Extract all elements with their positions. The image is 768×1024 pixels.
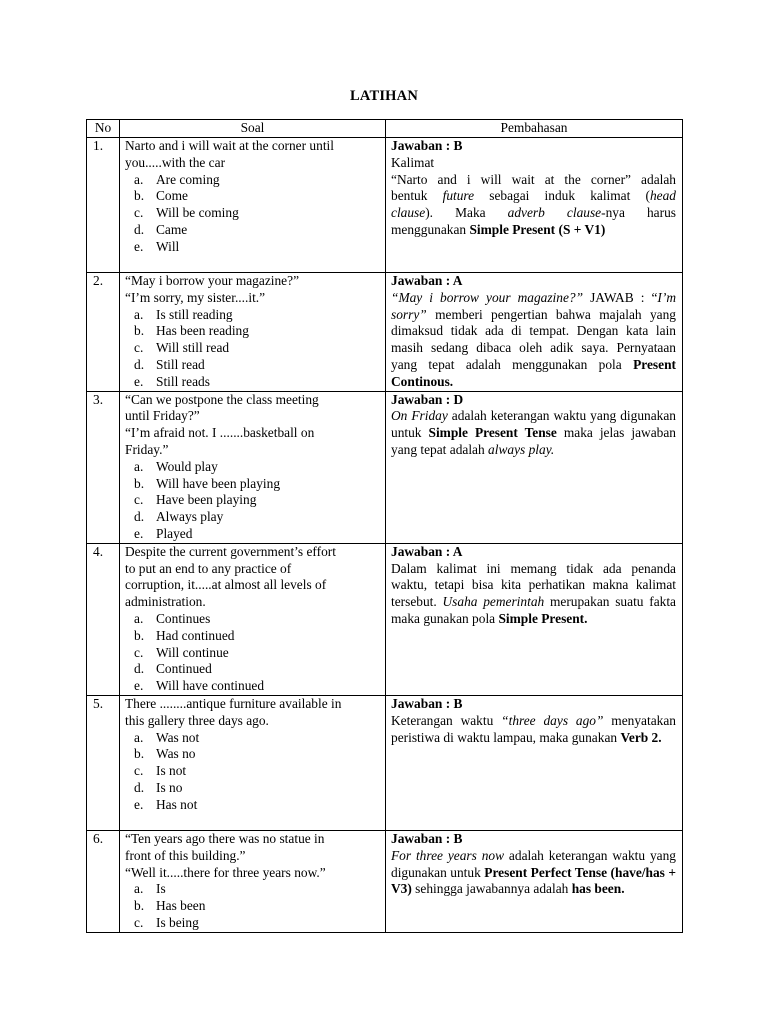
page-title: LATIHAN bbox=[349, 88, 418, 104]
question-cell bbox=[120, 830, 386, 932]
option-text: Is still reading bbox=[156, 306, 233, 322]
option-text: Has been reading bbox=[156, 323, 249, 339]
option-text: Are coming bbox=[156, 171, 220, 187]
option-item bbox=[125, 730, 381, 747]
option-item bbox=[125, 476, 381, 493]
option-item bbox=[125, 526, 381, 543]
option-item bbox=[125, 357, 381, 374]
option-item bbox=[125, 307, 381, 324]
answer-label: Jawaban : B bbox=[391, 830, 463, 846]
row-number: 2. bbox=[87, 273, 120, 392]
question-cell bbox=[120, 695, 386, 830]
question-text: “I’m afraid not. I .......basketball on bbox=[125, 425, 315, 441]
explanation-text: sehingga jawabannya adalah bbox=[411, 881, 572, 897]
answer-label: Jawaban : D bbox=[391, 391, 464, 407]
explanation-bold: Present Continous. bbox=[391, 356, 676, 389]
option-text: Always play bbox=[156, 509, 224, 525]
explanation-cell bbox=[386, 830, 683, 932]
table-header-row bbox=[87, 120, 683, 138]
row-number: 5. bbox=[87, 695, 120, 830]
explanation-text: maka jelas jawaban yang tepat adalah bbox=[391, 425, 676, 457]
option-text: Will have been playing bbox=[156, 475, 281, 491]
explanation-line bbox=[391, 188, 676, 205]
option-text: Will bbox=[156, 238, 180, 254]
option-letter: c. bbox=[134, 763, 144, 779]
question-text: until Friday?” bbox=[125, 408, 200, 424]
option-text: Will continue bbox=[156, 644, 229, 660]
question-text: “May i borrow your magazine?” bbox=[125, 273, 300, 288]
option-text: Was no bbox=[156, 746, 196, 762]
table-row bbox=[87, 138, 683, 273]
option-item bbox=[125, 763, 381, 780]
option-item bbox=[125, 492, 381, 509]
explanation-bold: Simple Present Tense bbox=[428, 425, 557, 441]
explanation-cell bbox=[386, 273, 683, 392]
explanation-paragraph bbox=[391, 848, 676, 898]
question-text: corruption, it.....at almost all levels of bbox=[125, 577, 327, 593]
answer-label: Jawaban : A bbox=[391, 543, 463, 559]
question-text: Despite the current government’s effort bbox=[125, 543, 336, 559]
question-text: “I’m sorry, my sister....it.” bbox=[125, 289, 266, 305]
option-letter: d. bbox=[134, 221, 145, 237]
row-number: 1. bbox=[87, 138, 120, 273]
option-text: Had continued bbox=[156, 627, 235, 643]
option-text: Is no bbox=[156, 779, 183, 795]
question-cell bbox=[120, 543, 386, 695]
option-item bbox=[125, 797, 381, 814]
row-number: 4. bbox=[87, 543, 120, 695]
option-letter: d. bbox=[134, 356, 145, 372]
option-text: Is being bbox=[156, 914, 199, 930]
option-item bbox=[125, 628, 381, 645]
option-letter: b. bbox=[134, 323, 145, 339]
explanation-text: bentuk bbox=[391, 188, 443, 204]
option-letter: b. bbox=[134, 898, 145, 914]
explanation-cell bbox=[386, 138, 683, 273]
question-cell bbox=[120, 273, 386, 392]
question-cell bbox=[120, 138, 386, 273]
option-item bbox=[125, 340, 381, 357]
option-item bbox=[125, 661, 381, 678]
question-text: front of this building.” bbox=[125, 847, 246, 863]
explanation-bold: Simple Present. bbox=[498, 610, 588, 626]
option-text: Still read bbox=[156, 356, 205, 372]
option-text: Have been playing bbox=[156, 492, 257, 508]
explanation-italic: “three days ago” bbox=[501, 712, 604, 728]
table-row bbox=[87, 830, 683, 932]
explanation-cell bbox=[386, 543, 683, 695]
question-text: “Well it.....there for three years now.” bbox=[125, 864, 326, 880]
question-text: Friday.” bbox=[125, 441, 169, 457]
explanation-bold: Simple Present (S + V1) bbox=[469, 221, 606, 237]
explanation-line: “Narto and i will wait at the corner” adalah bbox=[391, 171, 676, 187]
option-letter: a. bbox=[134, 171, 144, 187]
option-letter: c. bbox=[134, 644, 144, 660]
explanation-italic: Usaha pemerintah bbox=[442, 594, 545, 610]
option-text: Is not bbox=[156, 763, 187, 779]
explanation-italic: clause bbox=[391, 205, 426, 221]
option-letter: b. bbox=[134, 746, 145, 762]
option-letter: d. bbox=[134, 509, 145, 525]
option-item bbox=[125, 780, 381, 797]
option-text: Will be coming bbox=[156, 205, 239, 221]
option-item bbox=[125, 746, 381, 763]
option-text: Played bbox=[156, 525, 193, 541]
header-pembahasan: Pembahasan bbox=[386, 120, 683, 138]
option-letter: d. bbox=[134, 661, 145, 677]
option-letter: c. bbox=[134, 492, 144, 508]
option-text: Will still read bbox=[156, 340, 230, 356]
option-letter: d. bbox=[134, 779, 145, 795]
explanation-text: Keterangan waktu bbox=[391, 712, 502, 728]
option-item bbox=[125, 645, 381, 662]
option-letter: e. bbox=[134, 373, 144, 389]
option-letter: c. bbox=[134, 205, 144, 221]
option-text: Has been bbox=[156, 898, 206, 914]
option-item bbox=[125, 611, 381, 628]
option-text: Came bbox=[156, 221, 188, 237]
row-number: 3. bbox=[87, 391, 120, 543]
option-text: Continues bbox=[156, 610, 211, 626]
explanation-text: adalah keterangan waktu yang digunakan untuk bbox=[391, 408, 676, 441]
table-row bbox=[87, 543, 683, 695]
option-text: Has not bbox=[156, 796, 198, 812]
option-letter: a. bbox=[134, 610, 144, 626]
exercise-table bbox=[86, 119, 683, 933]
explanation-italic: future bbox=[442, 188, 475, 204]
option-text: Still reads bbox=[156, 373, 210, 389]
option-letter: a. bbox=[134, 729, 144, 745]
row-number: 6. bbox=[87, 830, 120, 932]
option-letter: e. bbox=[134, 678, 144, 694]
header-no: No bbox=[87, 120, 120, 138]
option-text: Will have continued bbox=[156, 678, 265, 694]
question-text: “Ten years ago there was no statue in bbox=[125, 830, 325, 846]
option-letter: b. bbox=[134, 627, 145, 643]
table-row bbox=[87, 695, 683, 830]
explanation-text: JAWAB : “ bbox=[583, 289, 658, 305]
explanation-italic: head bbox=[649, 188, 676, 204]
explanation-italic: always play. bbox=[488, 441, 555, 457]
option-letter: e. bbox=[134, 238, 144, 254]
answer-label: Jawaban : B bbox=[391, 138, 463, 153]
explanation-bold: Present Perfect Tense (have/has + V3) bbox=[391, 864, 676, 897]
explanation-text: sebagai induk kalimat ( bbox=[474, 188, 650, 204]
option-text: Is bbox=[156, 881, 166, 897]
option-item bbox=[125, 509, 381, 526]
question-text: administration. bbox=[125, 594, 206, 610]
explanation-text: menyatakan peristiwa di waktu lampau, maka gunakan bbox=[391, 712, 676, 745]
option-letter: b. bbox=[134, 188, 145, 204]
explanation-italic: adverb clause bbox=[507, 205, 602, 221]
question-text: “Can we postpone the class meeting bbox=[125, 391, 319, 407]
option-item bbox=[125, 915, 381, 932]
explanation-paragraph bbox=[391, 713, 676, 747]
option-letter: a. bbox=[134, 458, 144, 474]
option-letter: a. bbox=[134, 881, 144, 897]
option-item bbox=[125, 898, 381, 915]
option-text: Would play bbox=[156, 458, 218, 474]
option-letter: e. bbox=[134, 525, 144, 541]
explanation-italic: “May i borrow your magazine?” bbox=[391, 289, 584, 305]
table-row bbox=[87, 273, 683, 392]
option-item bbox=[125, 188, 381, 205]
explanation-text: -nya harus bbox=[601, 205, 676, 221]
explanation-line: Kalimat bbox=[391, 154, 435, 170]
question-text: you.....with the car bbox=[125, 154, 226, 170]
question-text: this gallery three days ago. bbox=[125, 712, 269, 728]
option-letter: b. bbox=[134, 475, 145, 491]
table-row bbox=[87, 391, 683, 543]
explanation-text: adalah keterangan waktu yang digunakan untuk bbox=[391, 847, 676, 880]
option-letter: e. bbox=[134, 796, 144, 812]
option-item bbox=[125, 222, 381, 239]
explanation-line bbox=[391, 222, 676, 239]
explanation-bold: Verb 2. bbox=[620, 729, 662, 745]
option-item bbox=[125, 459, 381, 476]
explanation-paragraph bbox=[391, 290, 676, 391]
explanation-text: memberi pengertian bahwa majalah yang dimaksud tidak ada di tempat. Dengan kata lain masih sedang dibaca oleh adik saya. Pernyataan yang tepat adalah menggunakan pola bbox=[391, 306, 676, 372]
explanation-italic: For three years now bbox=[391, 847, 505, 863]
explanation-paragraph bbox=[391, 561, 676, 628]
question-text: to put an end to any practice of bbox=[125, 560, 292, 576]
option-item bbox=[125, 881, 381, 898]
explanation-text: merupakan suatu fakta maka gunakan pola bbox=[391, 594, 676, 626]
question-text: There ........antique furniture available in bbox=[125, 695, 342, 711]
explanation-line bbox=[391, 205, 676, 222]
option-item bbox=[125, 205, 381, 222]
explanation-cell bbox=[386, 695, 683, 830]
option-text: Was not bbox=[156, 729, 200, 745]
option-item bbox=[125, 323, 381, 340]
option-letter: a. bbox=[134, 306, 144, 322]
option-item bbox=[125, 374, 381, 391]
option-letter: c. bbox=[134, 914, 144, 930]
explanation-text: Dalam kalimat ini memang tidak ada penanda waktu, tetapi bisa kita perhatikan makna kalimat tersebut. bbox=[391, 560, 676, 610]
option-text: Come bbox=[156, 188, 188, 204]
answer-label: Jawaban : A bbox=[391, 273, 463, 288]
explanation-italic: On Friday bbox=[391, 408, 448, 424]
option-item bbox=[125, 678, 381, 695]
option-item bbox=[125, 172, 381, 189]
explanation-bold: has been. bbox=[571, 881, 625, 897]
option-letter: c. bbox=[134, 340, 144, 356]
header-soal: Soal bbox=[120, 120, 386, 138]
explanation-text: menggunakan bbox=[391, 221, 470, 237]
question-text: Narto and i will wait at the corner until bbox=[125, 138, 334, 153]
option-text: Continued bbox=[156, 661, 212, 677]
explanation-text: ). Maka bbox=[425, 205, 508, 221]
explanation-paragraph bbox=[391, 408, 676, 458]
explanation-cell bbox=[386, 391, 683, 543]
explanation-italic: I’m sorry” bbox=[391, 289, 676, 322]
question-cell bbox=[120, 391, 386, 543]
option-item bbox=[125, 239, 381, 256]
answer-label: Jawaban : B bbox=[391, 695, 463, 711]
